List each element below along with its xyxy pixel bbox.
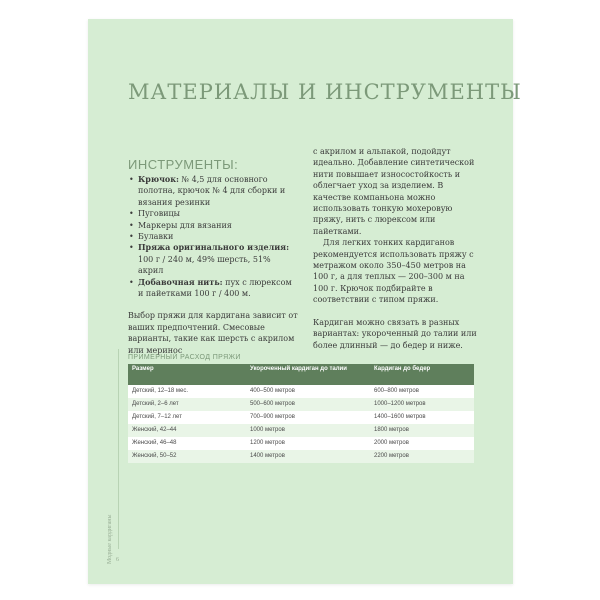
list-item: • Пуговицы	[138, 208, 298, 219]
table-cell: 500–600 метров	[250, 401, 295, 407]
list-item: • Пряжа оригинального изделия: 100 г / 240 м, 49% шерсть, 51% акрил	[138, 242, 298, 276]
paragraph: Для легких тонких кардиганов рекомендуется использовать пряжу с метражом около 350–450 метров на 100 г, а для теплых — 200–300 м на 100 г. Крючок подбирайте в соответствии с типом пряжи.	[313, 238, 474, 305]
list-item: • Крючок: № 4,5 для основного полотна, крючок № 4 для сборки и вязания резинки	[138, 174, 298, 208]
table-row	[128, 424, 474, 437]
table-cell: 1000 метров	[250, 427, 285, 433]
tools-heading: ИНСТРУМЕНТЫ:	[128, 157, 239, 172]
table-cell: 1800 метров	[374, 427, 409, 433]
table-cell: 2200 метров	[374, 453, 409, 459]
column-header: Кардиган до бедер	[374, 366, 431, 372]
column-header: Укороченный кардиган до талии	[250, 366, 347, 372]
table-row	[128, 385, 474, 398]
running-header: Модные кардиганы	[107, 514, 113, 564]
table-cell: Женский, 46–48	[132, 440, 177, 446]
yarn-table	[128, 364, 474, 463]
right-column	[313, 146, 481, 351]
table-cell: 400–500 метров	[250, 388, 295, 394]
table-row	[128, 411, 474, 424]
table-cell: 1000–1200 метров	[374, 401, 426, 407]
table-row	[128, 450, 474, 463]
table-cell: Детский, 2–6 лет	[132, 401, 179, 407]
paragraph: Выбор пряжи для кардигана зависит от ваших предпочтений. Смесовые варианты, такие как шерсть с акрилом или меринос	[128, 311, 298, 355]
table-header-row	[128, 364, 474, 385]
table-cell: 1400 метров	[250, 453, 285, 459]
margin-rule	[118, 349, 119, 549]
paragraph: с акрилом и альпакой, подойдут идеально. Добавление синтетической нити повышает износостойкость и облегчает уход за изделием. В качестве компаньона можно использовать тонкую мохеровую пряжу, нить с люрексом или пайетками.	[313, 147, 475, 236]
column-header: Размер	[132, 366, 154, 372]
table-cell: 700–900 метров	[250, 414, 295, 420]
book-page	[88, 19, 522, 584]
left-column	[128, 157, 298, 356]
paragraph: Кардиган можно связать в разных вариантах: укороченный до талии или более длинный — до бедер и ниже.	[313, 317, 477, 350]
table-cell: 1400–1600 метров	[374, 414, 426, 420]
list-item: • Добавочная нить: пух с люрексом и пайетками 100 г / 400 м.	[138, 277, 298, 300]
list-item: • Булавки	[138, 231, 298, 242]
table-cell: Женский, 50–52	[132, 453, 177, 459]
table-cell: 1200 метров	[250, 440, 285, 446]
table-cell: 2000 метров	[374, 440, 409, 446]
list-item: • Маркеры для вязания	[138, 220, 298, 231]
table-row	[128, 398, 474, 411]
table-cell: Детский, 12–18 мес.	[132, 388, 189, 394]
tools-list	[128, 174, 298, 299]
page-title: МАТЕРИАЛЫ И ИНСТРУМЕНТЫ	[128, 80, 522, 105]
table-cell: Женский, 42–44	[132, 427, 177, 433]
page-number: 6	[116, 557, 119, 563]
table-heading: ПРИМЕРНЫЙ РАСХОД ПРЯЖИ	[128, 354, 241, 361]
table-cell: 600–800 метров	[374, 388, 419, 394]
table-cell: Детский, 7–12 лет	[132, 414, 182, 420]
table-row	[128, 437, 474, 450]
